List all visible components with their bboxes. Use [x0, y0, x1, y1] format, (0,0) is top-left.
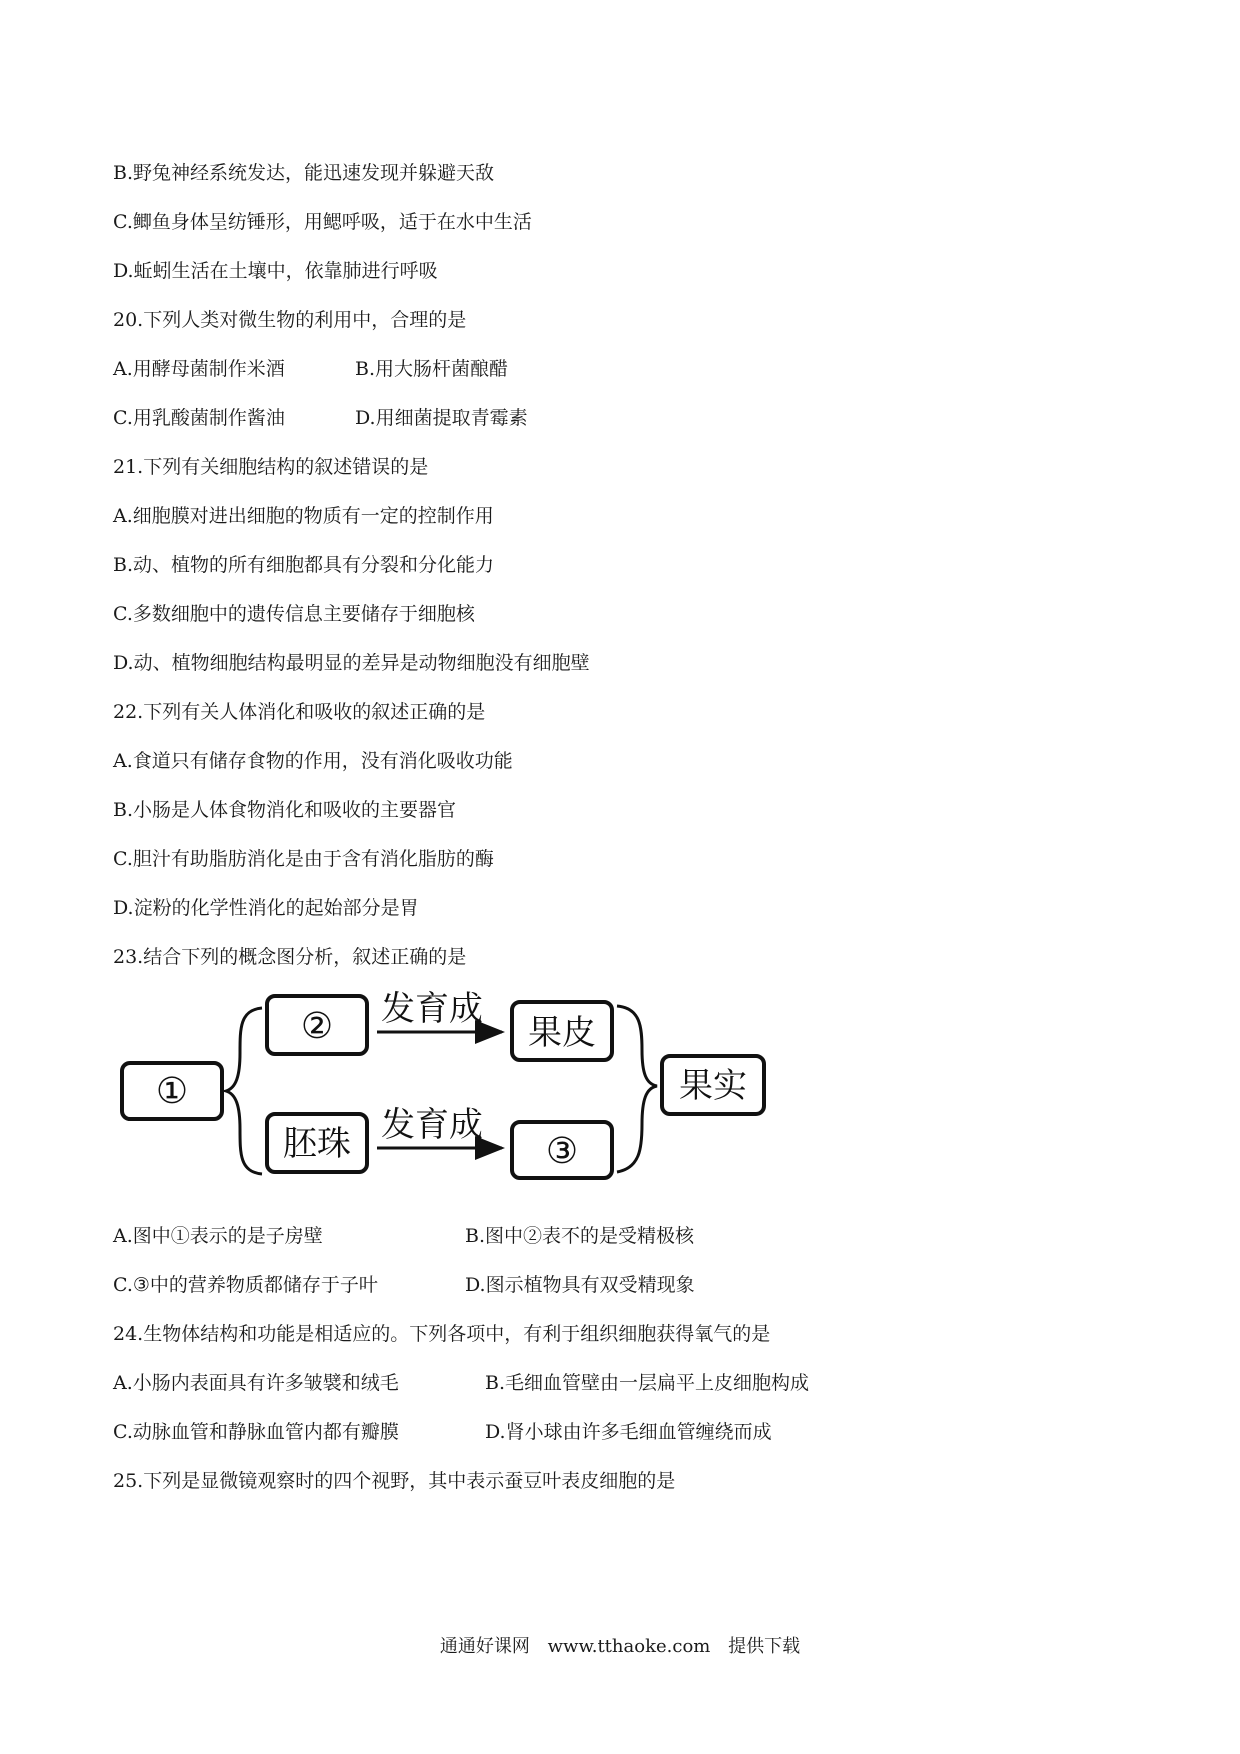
- diagram-left-brace: [226, 1008, 262, 1174]
- q23-option-a: A.图中①表示的是子房壁: [113, 1225, 323, 1247]
- q24-option-d: D.肾小球由许多毛细血管缠绕而成: [485, 1421, 772, 1443]
- diagram-box-peel-label: 果皮: [528, 1013, 596, 1053]
- diagram-box-1-label: ①: [155, 1071, 189, 1112]
- q23-stem: 23.结合下列的概念图分析，叙述正确的是: [113, 946, 467, 968]
- q23-option-c: C.③中的营养物质都储存于子叶: [113, 1274, 378, 1296]
- q23-option-d: D.图示植物具有双受精现象: [465, 1274, 695, 1296]
- q21-option-a: A.细胞膜对进出细胞的物质有一定的控制作用: [113, 505, 494, 527]
- q22-option-a: A.食道只有储存食物的作用，没有消化吸收功能: [113, 750, 513, 772]
- q19-option-b: B.野兔神经系统发达，能迅速发现并躲避天敌: [113, 162, 495, 184]
- q23-option-b: B.图中②表不的是受精极核: [465, 1225, 695, 1247]
- q24-option-a: A.小肠内表面具有许多皱襞和绒毛: [113, 1372, 399, 1394]
- q21-stem: 21.下列有关细胞结构的叙述错误的是: [113, 456, 429, 478]
- diagram-box-2-label: ②: [300, 1006, 334, 1047]
- footer-site-name: 通通好课网: [439, 1636, 530, 1657]
- diagram-arrow-top-label: 发育成: [381, 989, 483, 1029]
- q22-option-b: B.小肠是人体食物消化和吸收的主要器官: [113, 799, 457, 821]
- concept-diagram: [112, 988, 872, 1188]
- q21-option-b: B.动、植物的所有细胞都具有分裂和分化能力: [113, 554, 495, 576]
- q21-option-c: C.多数细胞中的遗传信息主要储存于细胞核: [113, 603, 475, 625]
- q20-stem: 20.下列人类对微生物的利用中，合理的是: [113, 309, 467, 331]
- q21-option-d: D.动、植物细胞结构最明显的差异是动物细胞没有细胞壁: [113, 652, 590, 674]
- diagram-right-brace: [617, 1006, 657, 1172]
- diagram-box-ovule-label: 胚珠: [283, 1124, 351, 1164]
- footer-note: 提供下载: [728, 1636, 801, 1657]
- q20-option-a: A.用酵母菌制作米酒: [113, 358, 285, 380]
- footer-url[interactable]: www.tthaoke.com: [547, 1636, 711, 1657]
- diagram-box-3-label: ③: [545, 1131, 579, 1172]
- q22-stem: 22.下列有关人体消化和吸收的叙述正确的是: [113, 701, 486, 723]
- q22-option-d: D.淀粉的化学性消化的起始部分是胃: [113, 897, 419, 919]
- q19-option-c: C.鲫鱼身体呈纺锤形，用鳃呼吸，适于在水中生活: [113, 211, 532, 233]
- q20-option-c: C.用乳酸菌制作酱油: [113, 407, 285, 429]
- q20-option-d: D.用细菌提取青霉素: [355, 407, 528, 429]
- q20-option-b: B.用大肠杆菌酿醋: [355, 358, 509, 380]
- q24-option-c: C.动脉血管和静脉血管内都有瓣膜: [113, 1421, 399, 1443]
- q19-option-d: D.蚯蚓生活在土壤中，依靠肺进行呼吸: [113, 260, 438, 282]
- q24-option-b: B.毛细血管壁由一层扁平上皮细胞构成: [485, 1372, 810, 1394]
- q24-stem: 24.生物体结构和功能是相适应的。下列各项中，有利于组织细胞获得氧气的是: [113, 1323, 771, 1345]
- diagram-box-fruit-label: 果实: [679, 1066, 747, 1106]
- diagram-arrow-bottom-label: 发育成: [381, 1105, 483, 1145]
- q25-stem: 25.下列是显微镜观察时的四个视野，其中表示蚕豆叶表皮细胞的是: [113, 1470, 676, 1492]
- page-footer: [0, 1632, 1240, 1658]
- q22-option-c: C.胆汁有助脂肪消化是由于含有消化脂肪的酶: [113, 848, 494, 870]
